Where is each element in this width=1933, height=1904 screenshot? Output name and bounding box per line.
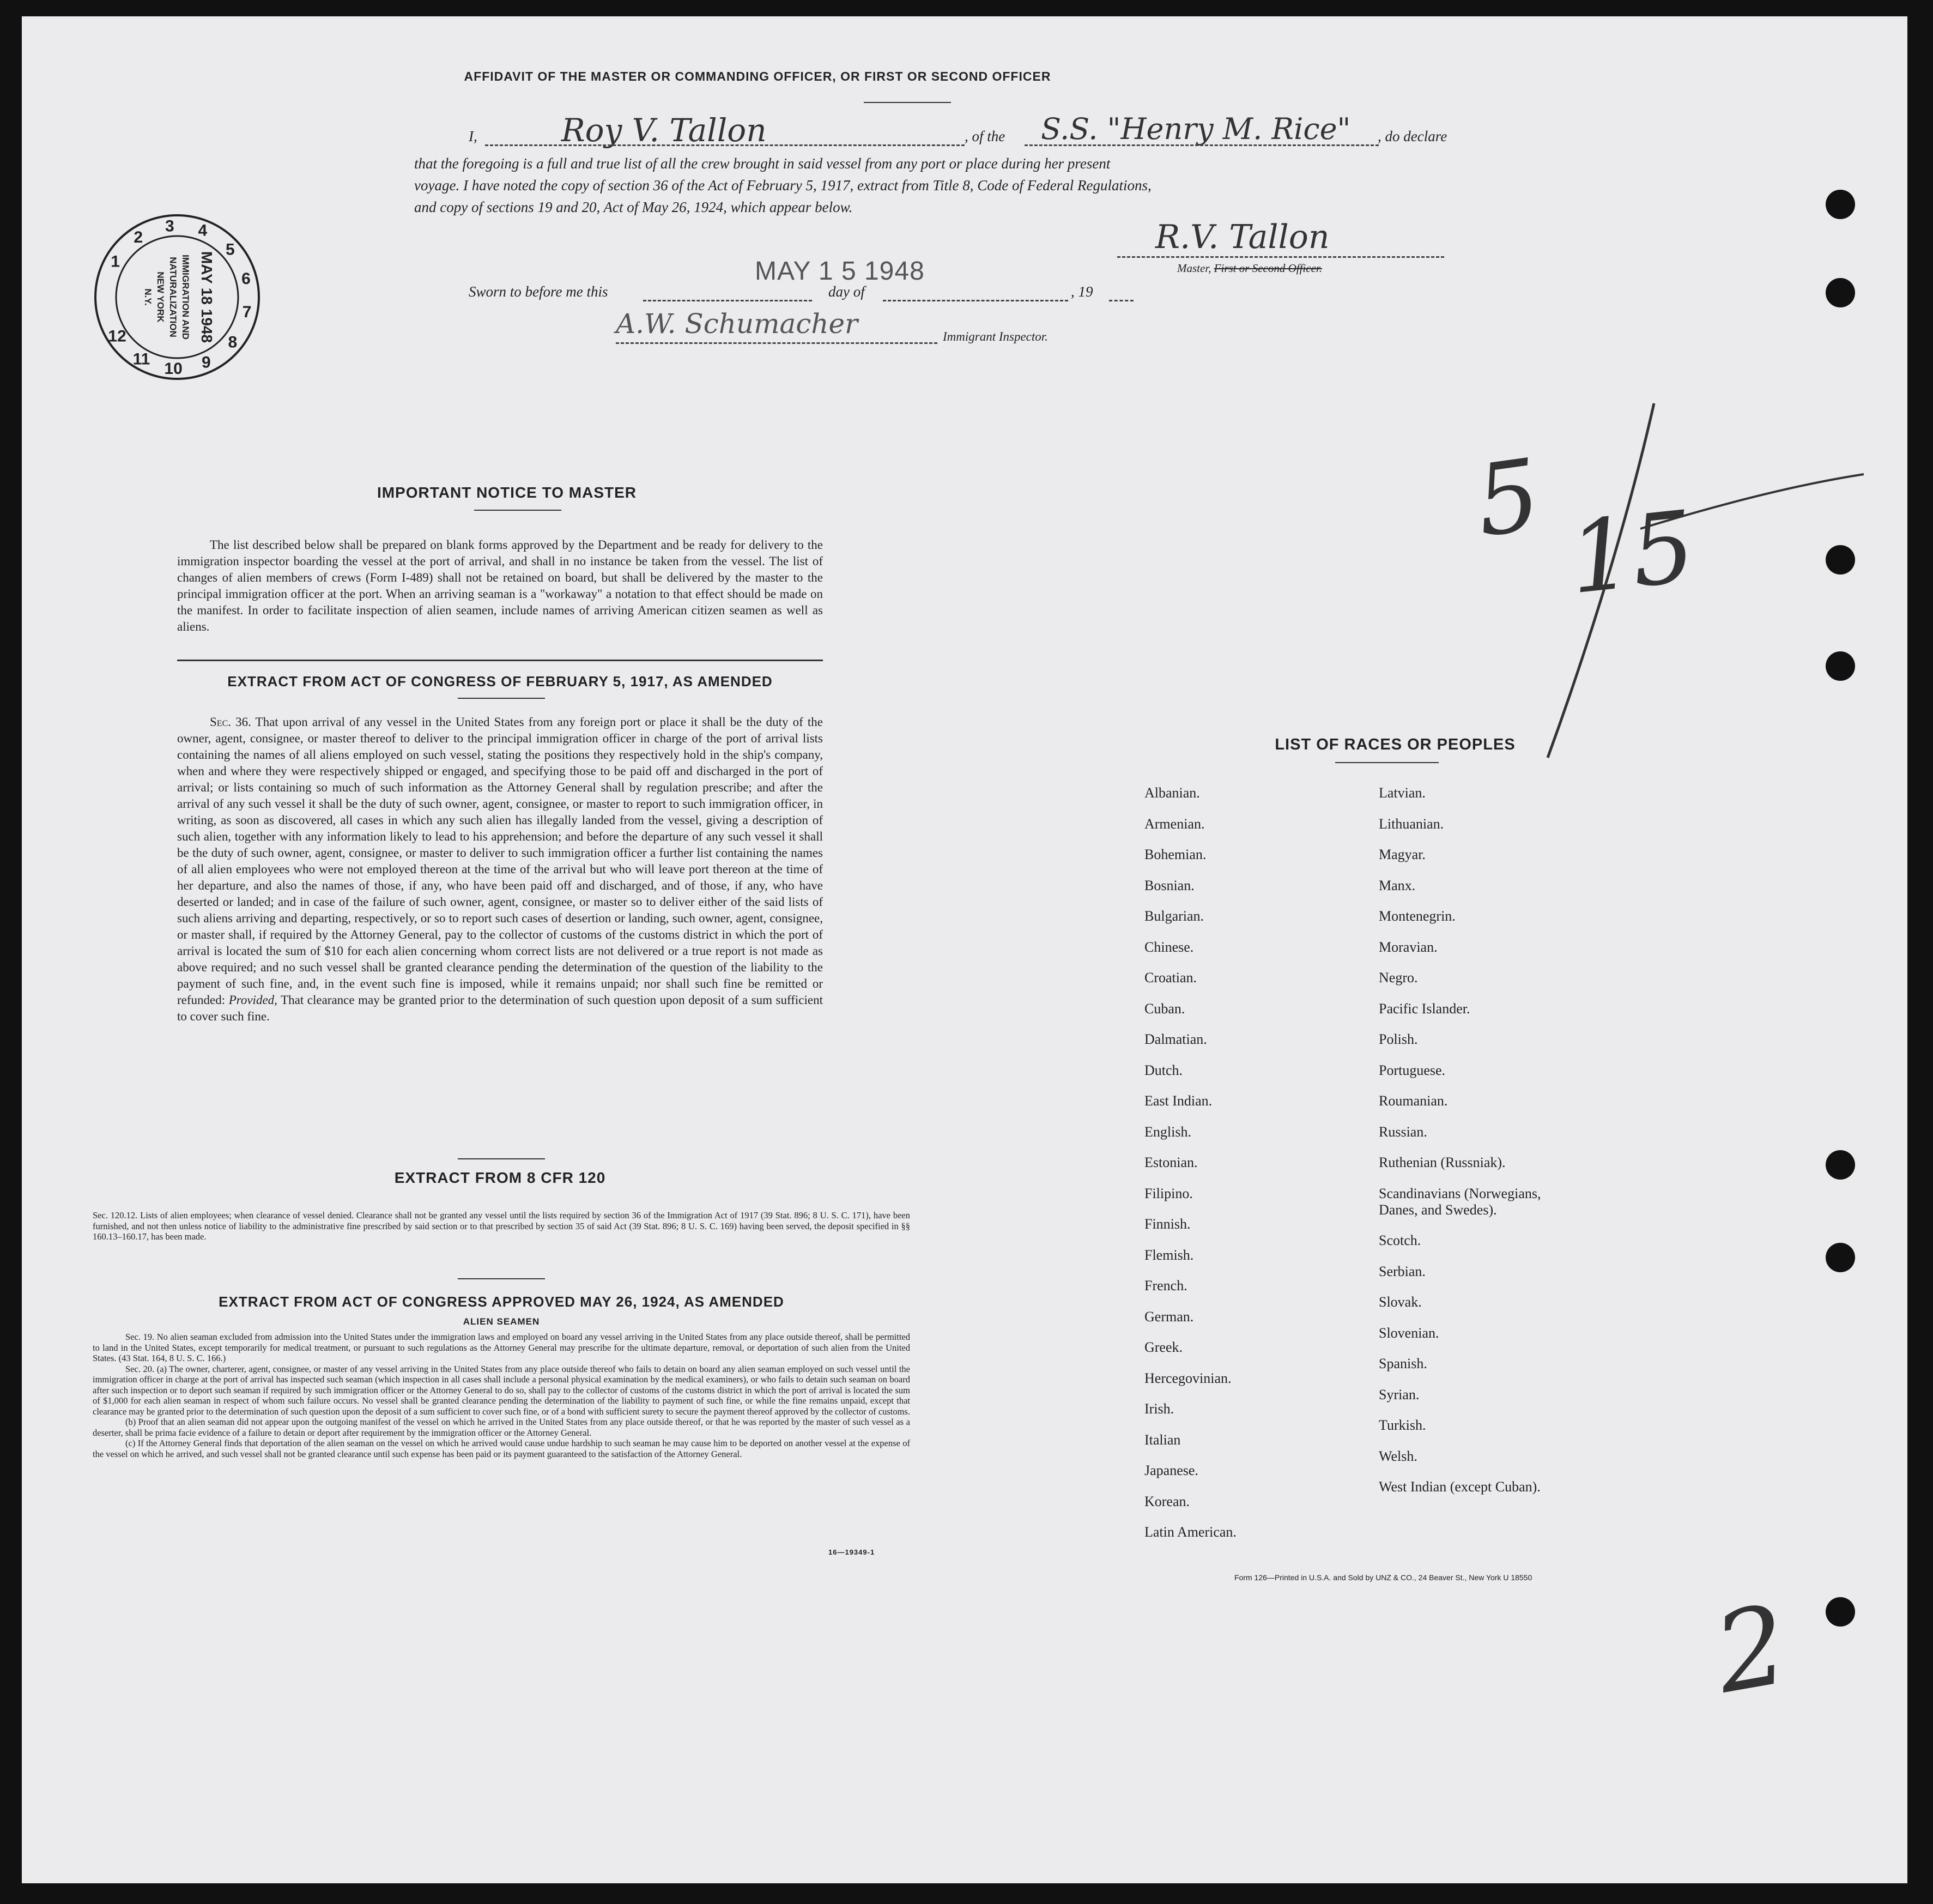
- race-item: English.: [1144, 1123, 1191, 1140]
- races-title: LIST OF RACES OR PEOPLES: [1275, 736, 1516, 753]
- punch-hole: [1826, 1243, 1855, 1272]
- affidavit-text: [414, 153, 1482, 218]
- divider: [458, 698, 545, 699]
- divider: [458, 1278, 545, 1279]
- punch-hole: [1826, 278, 1855, 307]
- sec-36-body: That upon arrival of any vessel in the United States from any foreign port or place it shall be the duty of the owner, agent, consignee, or master thereof to deliver to the principal immigration officer in charge of the port of arrival lists containing the names of all aliens employed on such vessel, stating the positions they respectively hold in the ship's company, when and where they were respectively shipped or engaged, and specifying those to be paid off and discharged in the port of arrival; or lists containing so much of such information as the Attorney General shall by regulation prescribe; and after the arrival of any such vessel it shall be the duty of such owner, agent, consignee, or master to report to such immigration officer, in writing, as soon as discovered, all cases in which any such alien has illegally landed from the vessel, giving a description of such alien, together with any information likely to lead to his apprehension; and before the departure of any such vessel it shall be the duty of such owner, agent, consignee, or master to deliver to such immigration officer a further list containing the names of all alien employees who were not employed thereon at the time of the arrival but who will leave port thereon at the time of her departure, and also the names of those, if any, who have been paid off and discharged, and of those, if any, who have deserted or landed; and in case of the failure of such owner, agent, consignee, or master so to deliver either of the said lists of such aliens arriving and departing, respectively, or so to report such cases of desertion or landing, such owner, agent, consignee, or master shall, if required by the Attorney General, pay to the collector of customs of the customs district in which the port of arrival is located the sum of $10 for each alien concerning whom correct lists are not delivered or a true report is not made as above required; and no such vessel shall be granted clearance pending the determination of the question of the liability to the payment of such fine, and, in the event such fine is imposed, while it remains unpaid; nor shall such fine be remitted or refunded:: [177, 715, 823, 1007]
- sec-36-label: Sec. 36.: [210, 715, 251, 729]
- race-item: Albanian.: [1144, 785, 1200, 801]
- affidavit-line-4: and copy of sections 19 and 20, Act of May 26, 1924, which appear below.: [414, 199, 853, 215]
- race-item: Magyar.: [1379, 847, 1426, 862]
- stamp-number: 1: [111, 252, 120, 271]
- fraction-top-handwritten: 5: [1469, 438, 1547, 559]
- notice-text: The list described below shall be prepared on blank forms approved by the Department and be ready for delivery to the immigration inspector boarding the vessel at the port of arrival, and shall in no instance be taken from the vessel. The list of changes of alien members of crews (Form I-489) shall not be retained on board, but shall be delivered by the master to the principal immigration officer at the port. When an arriving seaman is a "workaway" a notation to that effect should be made on the manifest. In order to facilitate inspection of alien seamen, include names of arriving American citizen seamen as well as aliens.: [177, 538, 823, 633]
- stamp-number: 12: [108, 327, 126, 346]
- race-item: Ruthenian (Russniak).: [1379, 1155, 1506, 1170]
- name-line: [485, 144, 965, 146]
- race-item: Turkish.: [1379, 1417, 1426, 1433]
- race-item: Irish.: [1144, 1401, 1174, 1417]
- inspector-signature: A.W. Schumacher: [616, 308, 858, 340]
- stamp-number: 5: [226, 240, 235, 259]
- race-item: Latvian.: [1379, 785, 1426, 801]
- master-signature: R.V. Tallon: [1155, 218, 1330, 256]
- stamp-number: 7: [242, 303, 252, 322]
- race-item: Welsh.: [1379, 1448, 1417, 1464]
- race-item: Chinese.: [1144, 939, 1194, 955]
- race-item: Flemish.: [1144, 1247, 1194, 1263]
- race-item: Negro.: [1379, 970, 1418, 986]
- divider: [1335, 762, 1439, 763]
- race-item: Korean.: [1144, 1493, 1190, 1509]
- race-item: Danes, and Swedes).: [1379, 1201, 1497, 1218]
- race-item: Japanese.: [1144, 1462, 1198, 1478]
- race-item: Greek.: [1144, 1339, 1183, 1355]
- day-line: [643, 300, 812, 301]
- race-item: Bosnian.: [1144, 877, 1195, 893]
- race-item: Croatian.: [1144, 970, 1197, 986]
- race-item: Armenian.: [1144, 815, 1205, 832]
- race-item: Lithuanian.: [1379, 815, 1444, 832]
- stamp-text-2: NATURALIZATION: [168, 257, 178, 337]
- extract-1924-subtitle: ALIEN SEAMEN: [463, 1316, 540, 1327]
- notice-title: IMPORTANT NOTICE TO MASTER: [377, 484, 637, 501]
- race-item: Dalmatian.: [1144, 1031, 1207, 1047]
- race-item: Russian.: [1379, 1123, 1427, 1140]
- inspector-label: Immigrant Inspector.: [943, 330, 1048, 343]
- master-name-handwritten: Roy V. Tallon: [561, 112, 767, 149]
- stamp-text-4: N.Y.: [143, 288, 153, 306]
- affidavit-line-3: voyage. I have noted the copy of section 36 of the Act of February 5, 1917, extract from Title 8, Code of Federal Regulations,: [414, 177, 1152, 194]
- date-stamp: MAY 1 5 1948: [755, 257, 925, 286]
- race-item: Roumanian.: [1379, 1093, 1448, 1109]
- affidavit-prefix: I,: [469, 128, 477, 144]
- of-the-label: , of the: [965, 128, 1005, 144]
- stamp-number: 2: [134, 228, 143, 247]
- race-item: Hercegovinian.: [1144, 1370, 1232, 1386]
- race-item: Finnish.: [1144, 1216, 1191, 1232]
- cfr-title: EXTRACT FROM 8 CFR 120: [394, 1169, 606, 1186]
- race-item: Dutch.: [1144, 1062, 1183, 1078]
- race-item: Manx.: [1379, 877, 1416, 893]
- stamp-number: 10: [164, 359, 183, 378]
- stamp-number: 6: [241, 270, 251, 288]
- sec-20a-text: Sec. 20. (a) The owner, charterer, agent, consignee, or master of any vessel arriving in the United States from any place outside thereof who fails to detain on board any alien seaman employed on such vessel until the immigration officer in charge at the port of arrival has inspected such seaman (which inspection in all cases shall include a personal physical examination by the medical examiners), or who fails to detain such seaman on board after such inspection or to deport such seaman if required by such immigration officer or the Attorney General to do so, shall pay to the collector of customs of the customs district in which the port of arrival is located the sum of $1,000 for each alien seaman in respect of whom such failure occurs. No vessel shall be granted clearance pending the determination of the liability to payment of such fine, or while the fine remains unpaid, except that clearance may be granted prior to the determination of such question upon the deposit of a sum sufficient to cover such fine, or of a bond with sufficient surety to secure the payment thereof approved by the collector of customs.: [93, 1363, 910, 1417]
- race-item: Bohemian.: [1144, 847, 1207, 862]
- sec-19-text: Sec. 19. No alien seaman excluded from admission into the United States under the immigration laws and employed on board any vessel arriving in the United States from any place outside thereof, shall be permitted to land in the United States, except temporarily for medical treatment, or pursuant to such regulations as the Attorney General may prescribe for the ultimate departure, removal, or deportation of such alien from the United States. (43 Stat. 164, 8 U. S. C. 166.): [93, 1332, 910, 1363]
- race-item: Italian: [1144, 1431, 1181, 1448]
- sec-20c-text: (c) If the Attorney General finds that deportation of the alien seaman on the vessel on which he arrived would cause undue hardship to such seaman he may cause him to be deported on another vessel at the expense of the vessel on which he arrived, and such vessel shall not be granted clearance until such expense has been paid or its payment guaranteed to the satisfaction of the Attorney General.: [93, 1438, 910, 1459]
- race-item: East Indian.: [1144, 1093, 1213, 1109]
- race-item: Latin American.: [1144, 1524, 1237, 1540]
- stamp-text-3: NEW YORK: [155, 271, 166, 323]
- divider: [474, 510, 561, 511]
- race-item: German.: [1144, 1308, 1194, 1325]
- stamp-number: 9: [201, 353, 211, 372]
- race-item: Scandinavians (Norwegians,: [1379, 1185, 1541, 1201]
- signature-label: [1177, 262, 1322, 275]
- stamp-number: 8: [228, 333, 238, 352]
- race-item: West Indian (except Cuban).: [1379, 1479, 1541, 1495]
- form-code: 16—19349-1: [828, 1548, 875, 1556]
- footer-printer: Form 126—Printed in U.S.A. and Sold by UNZ & CO., 24 Beaver St., New York U 18550: [1234, 1573, 1532, 1582]
- year-line: [1109, 300, 1134, 301]
- race-item: Portuguese.: [1379, 1062, 1446, 1078]
- officer-label-struck: First or Second Officer.: [1214, 262, 1322, 275]
- extract-1917-title: EXTRACT FROM ACT OF CONGRESS OF FEBRUARY 5, 1917, AS AMENDED: [227, 673, 773, 690]
- stamp-date: MAY 18 1948: [198, 251, 215, 343]
- race-item: Syrian.: [1379, 1386, 1420, 1403]
- sec-20b-text: (b) Proof that an alien seaman did not appear upon the outgoing manifest of the vessel on which he arrived in the United States from any place outside thereof, or that he was reported by the master of such vessel as a deserter, shall be prima facie evidence of a failure to detain or deport after requirement by the immigration officer or the Attorney General.: [93, 1417, 910, 1438]
- race-item: Scotch.: [1379, 1232, 1421, 1248]
- year-label: , 19: [1071, 283, 1093, 300]
- extract-1924-text: [93, 1332, 910, 1459]
- punch-hole: [1826, 190, 1855, 219]
- inspector-line: [616, 342, 937, 344]
- stamp-number: 4: [198, 221, 208, 240]
- races-left-column: [1144, 785, 1373, 1555]
- day-of-label: day of: [828, 283, 865, 300]
- race-item: Moravian.: [1379, 939, 1438, 955]
- punch-hole: [1826, 545, 1855, 575]
- punch-hole: [1826, 1597, 1855, 1627]
- corner-number-handwritten: 2: [1706, 1581, 1797, 1719]
- punch-hole: [1826, 1150, 1855, 1180]
- races-right-column: [1379, 785, 1662, 1510]
- divider: [864, 102, 951, 103]
- stamp-number: 3: [165, 217, 174, 235]
- race-item: Serbian.: [1379, 1263, 1426, 1279]
- master-label: Master,: [1177, 262, 1211, 275]
- divider: [458, 1158, 545, 1159]
- race-item: Bulgarian.: [1144, 908, 1204, 924]
- stamp-text-1: IMMIGRATION AND: [180, 255, 191, 340]
- race-item: Filipino.: [1144, 1185, 1193, 1201]
- vessel-line: [1025, 144, 1379, 146]
- sworn-label: Sworn to before me this: [469, 283, 608, 300]
- section-divider: [177, 660, 823, 661]
- section-36-text: [177, 714, 823, 1025]
- race-item: Cuban.: [1144, 1000, 1185, 1017]
- race-item: Montenegrin.: [1379, 908, 1456, 924]
- punch-hole: [1826, 651, 1855, 681]
- fraction-bottom-handwritten: 15: [1564, 489, 1700, 616]
- immigration-stamp: [93, 213, 262, 382]
- extract-1924-title: EXTRACT FROM ACT OF CONGRESS APPROVED MAY 26, 1924, AS AMENDED: [219, 1293, 784, 1310]
- declare-label: , do declare: [1378, 128, 1447, 144]
- race-item: Spanish.: [1379, 1356, 1427, 1371]
- race-item: Pacific Islander.: [1379, 1000, 1470, 1017]
- affidavit-line-2: that the foregoing is a full and true list of all the crew brought in said vessel from any port or place during her present: [414, 155, 1111, 172]
- cfr-text: Sec. 120.12. Lists of alien employees; when clearance of vessel denied. Clearance shall not be granted any vessel until the lists required by section 36 of the Immigration Act of 1917 (39 Stat. 896; 8 U. S. C. 171), have been furnished, and not then unless notice of liability to the administrative fine prescribed by said section or to that prescribed by section 35 of said Act (39 Stat. 896; 8 U. S. C. 169) having been served, the deposit specified in §§ 160.13–160.17, has been made.: [93, 1210, 910, 1242]
- race-item: Polish.: [1379, 1031, 1418, 1047]
- race-item: Slovak.: [1379, 1294, 1422, 1310]
- provided-word: Provided,: [228, 993, 277, 1007]
- document-page: [22, 16, 1907, 1883]
- signature-line: [1117, 256, 1444, 258]
- month-line: [883, 300, 1068, 301]
- affidavit-title: AFFIDAVIT OF THE MASTER OR COMMANDING OFFICER, OR FIRST OR SECOND OFFICER: [464, 69, 1051, 83]
- race-item: Estonian.: [1144, 1155, 1198, 1170]
- vessel-name-handwritten: S.S. "Henry M. Rice": [1041, 112, 1351, 146]
- sec-36-end: That clearance may be granted prior to the determination of such question upon deposit of a sum sufficient to cover such fine.: [177, 993, 823, 1023]
- fraction-slash-strokes: [1439, 376, 1875, 769]
- race-item: Slovenian.: [1379, 1325, 1439, 1341]
- stamp-number: 11: [132, 350, 150, 368]
- race-item: French.: [1144, 1278, 1187, 1293]
